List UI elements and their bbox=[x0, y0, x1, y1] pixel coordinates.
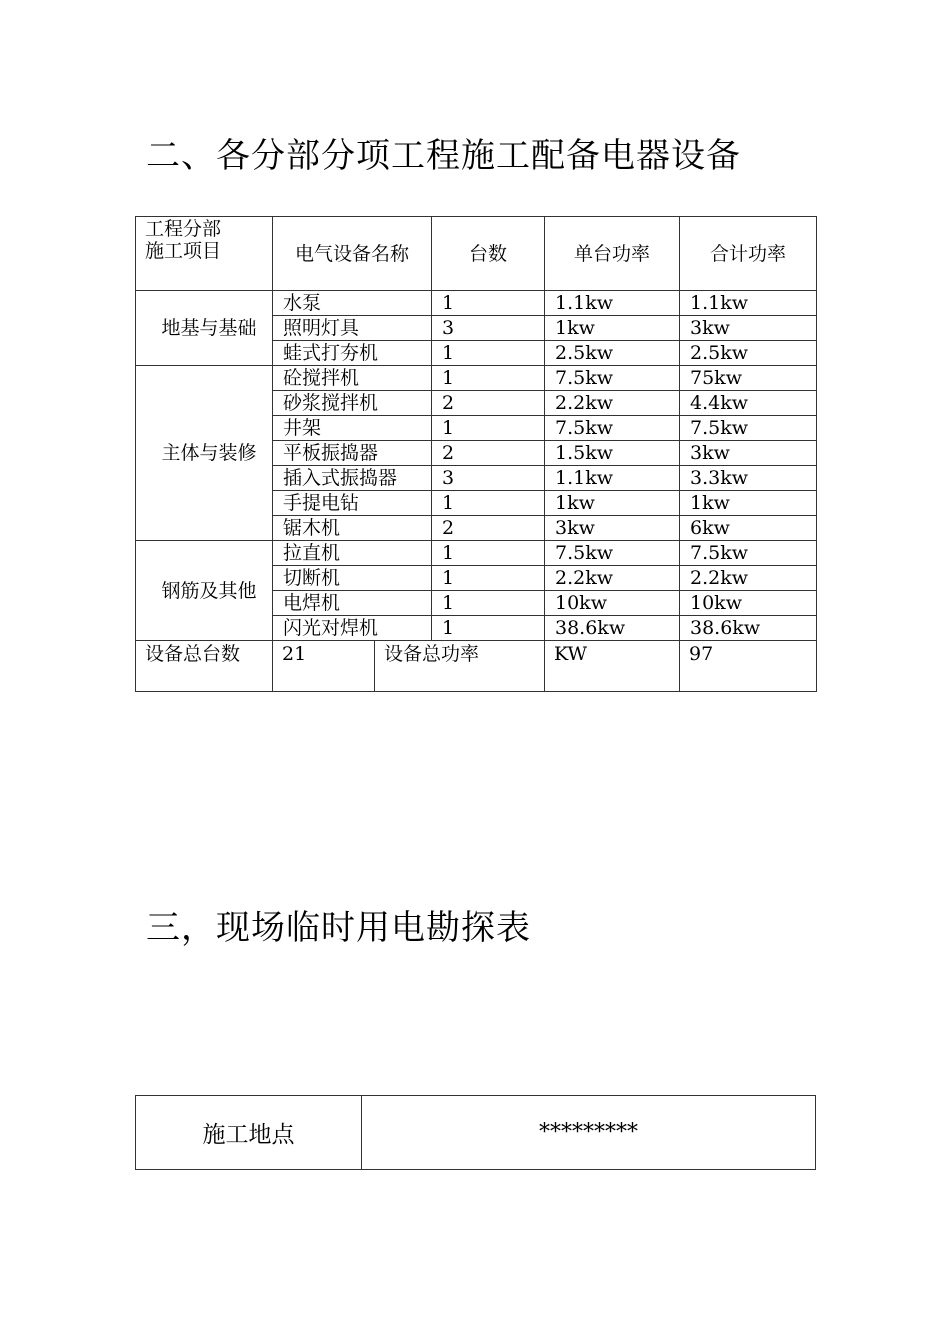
unit-power: 10kw bbox=[545, 591, 680, 616]
equipment-name: 拉直机 bbox=[273, 541, 432, 566]
total-power: 2.5kw bbox=[680, 341, 817, 366]
total-power-value: 97 bbox=[680, 641, 817, 692]
total-power: 7.5kw bbox=[680, 541, 817, 566]
equipment-count: 2 bbox=[432, 516, 545, 541]
equipment-count: 1 bbox=[432, 341, 545, 366]
header-count: 台数 bbox=[432, 217, 545, 291]
unit-power: 1kw bbox=[545, 316, 680, 341]
header-unit-power: 单台功率 bbox=[545, 217, 680, 291]
site-label: 施工地点 bbox=[136, 1096, 362, 1170]
unit-power: 2.2kw bbox=[545, 566, 680, 591]
total-power: 4.4kw bbox=[680, 391, 817, 416]
site-value: ********* bbox=[362, 1096, 816, 1170]
total-power: 3.3kw bbox=[680, 466, 817, 491]
total-power: 1.1kw bbox=[680, 291, 817, 316]
total-power: 3kw bbox=[680, 316, 817, 341]
unit-power: 3kw bbox=[545, 516, 680, 541]
unit-power: 1.1kw bbox=[545, 291, 680, 316]
group-name: 主体与装修 bbox=[136, 366, 273, 541]
equipment-count: 1 bbox=[432, 291, 545, 316]
equipment-name: 电焊机 bbox=[273, 591, 432, 616]
equipment-name: 照明灯具 bbox=[273, 316, 432, 341]
table-row bbox=[136, 366, 817, 391]
section3-title: 三，现场临时用电勘探表 bbox=[146, 908, 531, 948]
total-power: 1kw bbox=[680, 491, 817, 516]
equipment-name: 平板振捣器 bbox=[273, 441, 432, 466]
unit-power: 38.6kw bbox=[545, 616, 680, 641]
equipment-name: 锯木机 bbox=[273, 516, 432, 541]
equipment-count: 1 bbox=[432, 366, 545, 391]
equipment-count: 2 bbox=[432, 441, 545, 466]
total-power: 10kw bbox=[680, 591, 817, 616]
header-total-power: 合计功率 bbox=[680, 217, 817, 291]
equipment-count: 2 bbox=[432, 391, 545, 416]
equipment-name: 闪光对焊机 bbox=[273, 616, 432, 641]
equipment-count: 3 bbox=[432, 466, 545, 491]
totals-row bbox=[136, 641, 817, 692]
equipment-table bbox=[135, 216, 817, 692]
total-power: 2.2kw bbox=[680, 566, 817, 591]
equipment-count: 3 bbox=[432, 316, 545, 341]
equipment-name: 砼搅拌机 bbox=[273, 366, 432, 391]
equipment-name: 井架 bbox=[273, 416, 432, 441]
total-power: 38.6kw bbox=[680, 616, 817, 641]
unit-power: 1.1kw bbox=[545, 466, 680, 491]
total-power-unit: KW bbox=[545, 641, 680, 692]
unit-power: 2.5kw bbox=[545, 341, 680, 366]
equipment-name: 插入式振捣器 bbox=[273, 466, 432, 491]
equipment-count: 1 bbox=[432, 566, 545, 591]
unit-power: 7.5kw bbox=[545, 416, 680, 441]
total-count-label: 设备总台数 bbox=[136, 641, 273, 692]
total-count-value: 21 bbox=[273, 641, 375, 692]
header-item bbox=[136, 217, 273, 291]
unit-power: 7.5kw bbox=[545, 541, 680, 566]
group-name: 钢筋及其他 bbox=[136, 541, 273, 641]
equipment-name: 水泵 bbox=[273, 291, 432, 316]
total-power: 6kw bbox=[680, 516, 817, 541]
table-header-row bbox=[136, 217, 817, 291]
unit-power: 1kw bbox=[545, 491, 680, 516]
equipment-count: 1 bbox=[432, 416, 545, 441]
total-power: 7.5kw bbox=[680, 416, 817, 441]
header-item-line1: 工程分部 bbox=[145, 218, 222, 240]
total-power-label: 设备总功率 bbox=[375, 641, 545, 692]
equipment-name: 蛙式打夯机 bbox=[273, 341, 432, 366]
unit-power: 7.5kw bbox=[545, 366, 680, 391]
unit-power: 1.5kw bbox=[545, 441, 680, 466]
equipment-name: 手提电钻 bbox=[273, 491, 432, 516]
equipment-count: 1 bbox=[432, 616, 545, 641]
header-item-line2: 施工项目 bbox=[145, 240, 222, 262]
unit-power: 2.2kw bbox=[545, 391, 680, 416]
total-power: 3kw bbox=[680, 441, 817, 466]
header-equipment-name: 电气设备名称 bbox=[273, 217, 432, 291]
equipment-count: 1 bbox=[432, 541, 545, 566]
group-name: 地基与基础 bbox=[136, 291, 273, 366]
site-table bbox=[135, 1095, 816, 1170]
site-row bbox=[136, 1096, 816, 1170]
table-row bbox=[136, 541, 817, 566]
equipment-count: 1 bbox=[432, 591, 545, 616]
table-row bbox=[136, 291, 817, 316]
section2-title: 二、各分部分项工程施工配备电器设备 bbox=[146, 136, 741, 176]
equipment-name: 切断机 bbox=[273, 566, 432, 591]
equipment-count: 1 bbox=[432, 491, 545, 516]
equipment-name: 砂浆搅拌机 bbox=[273, 391, 432, 416]
total-power: 75kw bbox=[680, 366, 817, 391]
